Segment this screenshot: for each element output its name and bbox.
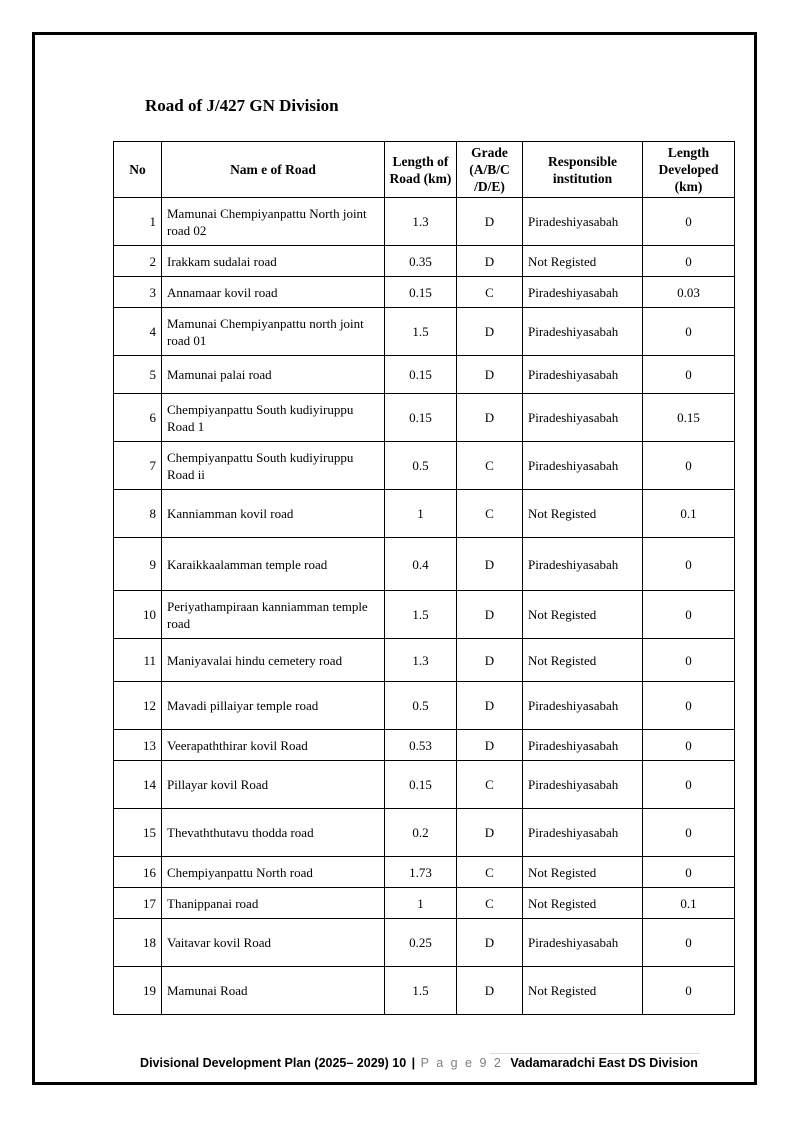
header-grade: Grade (A/B/C /D/E) bbox=[457, 142, 523, 198]
responsible-institution: Piradeshiyasabah bbox=[523, 761, 643, 809]
table-row bbox=[114, 888, 735, 919]
length-developed: 0 bbox=[643, 442, 735, 490]
row-number: 3 bbox=[114, 277, 162, 308]
responsible-institution: Piradeshiyasabah bbox=[523, 730, 643, 761]
length-developed: 0 bbox=[643, 730, 735, 761]
length-developed: 0 bbox=[643, 809, 735, 857]
road-length: 1 bbox=[385, 888, 457, 919]
length-developed: 0 bbox=[643, 919, 735, 967]
road-grade: D bbox=[457, 809, 523, 857]
table-row bbox=[114, 682, 735, 730]
length-developed: 0.03 bbox=[643, 277, 735, 308]
road-grade: D bbox=[457, 591, 523, 639]
responsible-institution: Not Registed bbox=[523, 591, 643, 639]
footer-division: Vadamaradchi East DS Division bbox=[510, 1056, 698, 1070]
road-name: Mamunai Chempiyanpattu North joint road 02 bbox=[162, 198, 385, 246]
row-number: 19 bbox=[114, 967, 162, 1015]
road-grade: D bbox=[457, 639, 523, 682]
responsible-institution: Piradeshiyasabah bbox=[523, 538, 643, 591]
footer-page-number: P a g e 9 2 bbox=[420, 1056, 503, 1070]
responsible-institution: Piradeshiyasabah bbox=[523, 277, 643, 308]
road-name: Vaitavar kovil Road bbox=[162, 919, 385, 967]
road-grade: C bbox=[457, 277, 523, 308]
row-number: 7 bbox=[114, 442, 162, 490]
row-number: 14 bbox=[114, 761, 162, 809]
header-institution: Responsible institution bbox=[523, 142, 643, 198]
table-row bbox=[114, 277, 735, 308]
road-length: 0.4 bbox=[385, 538, 457, 591]
road-grade: D bbox=[457, 246, 523, 277]
road-name: Chempiyanpattu South kudiyiruppu Road ii bbox=[162, 442, 385, 490]
row-number: 4 bbox=[114, 308, 162, 356]
road-name: Chempiyanpattu North road bbox=[162, 857, 385, 888]
length-developed: 0.1 bbox=[643, 888, 735, 919]
row-number: 2 bbox=[114, 246, 162, 277]
road-grade: D bbox=[457, 308, 523, 356]
table-row bbox=[114, 356, 735, 394]
table-row bbox=[114, 442, 735, 490]
header-name: Nam e of Road bbox=[162, 142, 385, 198]
responsible-institution: Piradeshiyasabah bbox=[523, 442, 643, 490]
table-row bbox=[114, 857, 735, 888]
roads-table bbox=[113, 141, 735, 1015]
row-number: 15 bbox=[114, 809, 162, 857]
road-name: Thevaththutavu thodda road bbox=[162, 809, 385, 857]
row-number: 8 bbox=[114, 490, 162, 538]
page-footer bbox=[0, 1056, 793, 1070]
road-grade: C bbox=[457, 490, 523, 538]
responsible-institution: Piradeshiyasabah bbox=[523, 198, 643, 246]
road-grade: D bbox=[457, 730, 523, 761]
page-title: Road of J/427 GN Division bbox=[145, 96, 339, 115]
table-row bbox=[114, 538, 735, 591]
road-grade: D bbox=[457, 919, 523, 967]
road-length: 0.25 bbox=[385, 919, 457, 967]
road-name: Veerapaththirar kovil Road bbox=[162, 730, 385, 761]
road-name: Thanippanai road bbox=[162, 888, 385, 919]
table-row bbox=[114, 730, 735, 761]
table-row bbox=[114, 809, 735, 857]
road-length: 0.15 bbox=[385, 761, 457, 809]
table-row bbox=[114, 639, 735, 682]
row-number: 5 bbox=[114, 356, 162, 394]
responsible-institution: Piradeshiyasabah bbox=[523, 308, 643, 356]
row-number: 10 bbox=[114, 591, 162, 639]
road-grade: D bbox=[457, 394, 523, 442]
row-number: 12 bbox=[114, 682, 162, 730]
length-developed: 0 bbox=[643, 356, 735, 394]
road-grade: C bbox=[457, 442, 523, 490]
road-grade: D bbox=[457, 682, 523, 730]
road-name: Chempiyanpattu South kudiyiruppu Road 1 bbox=[162, 394, 385, 442]
length-developed: 0 bbox=[643, 198, 735, 246]
road-name: Karaikkaalamman temple road bbox=[162, 538, 385, 591]
length-developed: 0 bbox=[643, 682, 735, 730]
header-length: Length of Road (km) bbox=[385, 142, 457, 198]
responsible-institution: Not Registed bbox=[523, 246, 643, 277]
road-length: 1.5 bbox=[385, 308, 457, 356]
road-length: 1.3 bbox=[385, 639, 457, 682]
road-length: 0.2 bbox=[385, 809, 457, 857]
table-header-row bbox=[114, 142, 735, 198]
road-length: 1.73 bbox=[385, 857, 457, 888]
table-row bbox=[114, 198, 735, 246]
row-number: 9 bbox=[114, 538, 162, 591]
road-length: 0.15 bbox=[385, 277, 457, 308]
road-length: 0.5 bbox=[385, 442, 457, 490]
road-length: 1.5 bbox=[385, 591, 457, 639]
road-grade: D bbox=[457, 967, 523, 1015]
table-row bbox=[114, 591, 735, 639]
length-developed: 0 bbox=[643, 857, 735, 888]
row-number: 17 bbox=[114, 888, 162, 919]
road-name: Kanniamman kovil road bbox=[162, 490, 385, 538]
header-no: No bbox=[114, 142, 162, 198]
road-length: 1.3 bbox=[385, 198, 457, 246]
road-grade: D bbox=[457, 356, 523, 394]
length-developed: 0 bbox=[643, 967, 735, 1015]
row-number: 16 bbox=[114, 857, 162, 888]
row-number: 1 bbox=[114, 198, 162, 246]
table-row bbox=[114, 761, 735, 809]
road-length: 0.53 bbox=[385, 730, 457, 761]
length-developed: 0 bbox=[643, 538, 735, 591]
table-row bbox=[114, 919, 735, 967]
responsible-institution: Not Registed bbox=[523, 490, 643, 538]
table-row bbox=[114, 246, 735, 277]
length-developed: 0.15 bbox=[643, 394, 735, 442]
responsible-institution: Not Registed bbox=[523, 967, 643, 1015]
responsible-institution: Not Registed bbox=[523, 888, 643, 919]
table-row bbox=[114, 967, 735, 1015]
responsible-institution: Piradeshiyasabah bbox=[523, 919, 643, 967]
road-grade: C bbox=[457, 857, 523, 888]
road-length: 0.35 bbox=[385, 246, 457, 277]
table-row bbox=[114, 490, 735, 538]
length-developed: 0 bbox=[643, 639, 735, 682]
responsible-institution: Piradeshiyasabah bbox=[523, 682, 643, 730]
road-name: Annamaar kovil road bbox=[162, 277, 385, 308]
header-developed: Length Developed (km) bbox=[643, 142, 735, 198]
responsible-institution: Piradeshiyasabah bbox=[523, 394, 643, 442]
road-name: Mamunai palai road bbox=[162, 356, 385, 394]
responsible-institution: Piradeshiyasabah bbox=[523, 356, 643, 394]
road-length: 1.5 bbox=[385, 967, 457, 1015]
row-number: 18 bbox=[114, 919, 162, 967]
table-row bbox=[114, 308, 735, 356]
road-name: Mamunai Chempiyanpattu north joint road 01 bbox=[162, 308, 385, 356]
row-number: 13 bbox=[114, 730, 162, 761]
length-developed: 0 bbox=[643, 761, 735, 809]
road-name: Irakkam sudalai road bbox=[162, 246, 385, 277]
length-developed: 0 bbox=[643, 246, 735, 277]
length-developed: 0 bbox=[643, 591, 735, 639]
footer-separator: | bbox=[411, 1056, 416, 1070]
road-length: 0.5 bbox=[385, 682, 457, 730]
road-grade: C bbox=[457, 761, 523, 809]
road-grade: C bbox=[457, 888, 523, 919]
length-developed: 0.1 bbox=[643, 490, 735, 538]
row-number: 11 bbox=[114, 639, 162, 682]
road-name: Pillayar kovil Road bbox=[162, 761, 385, 809]
road-name: Mavadi pillaiyar temple road bbox=[162, 682, 385, 730]
responsible-institution: Not Registed bbox=[523, 639, 643, 682]
road-name: Maniyavalai hindu cemetery road bbox=[162, 639, 385, 682]
road-grade: D bbox=[457, 538, 523, 591]
responsible-institution: Not Registed bbox=[523, 857, 643, 888]
road-name: Mamunai Road bbox=[162, 967, 385, 1015]
road-grade: D bbox=[457, 198, 523, 246]
road-length: 0.15 bbox=[385, 356, 457, 394]
road-length: 0.15 bbox=[385, 394, 457, 442]
length-developed: 0 bbox=[643, 308, 735, 356]
responsible-institution: Piradeshiyasabah bbox=[523, 809, 643, 857]
row-number: 6 bbox=[114, 394, 162, 442]
road-length: 1 bbox=[385, 490, 457, 538]
road-name: Periyathampiraan kanniamman temple road bbox=[162, 591, 385, 639]
footer-plan-title: Divisional Development Plan (2025– 2029) 10 bbox=[140, 1056, 407, 1070]
footer-rule bbox=[490, 1053, 700, 1054]
table-row bbox=[114, 394, 735, 442]
